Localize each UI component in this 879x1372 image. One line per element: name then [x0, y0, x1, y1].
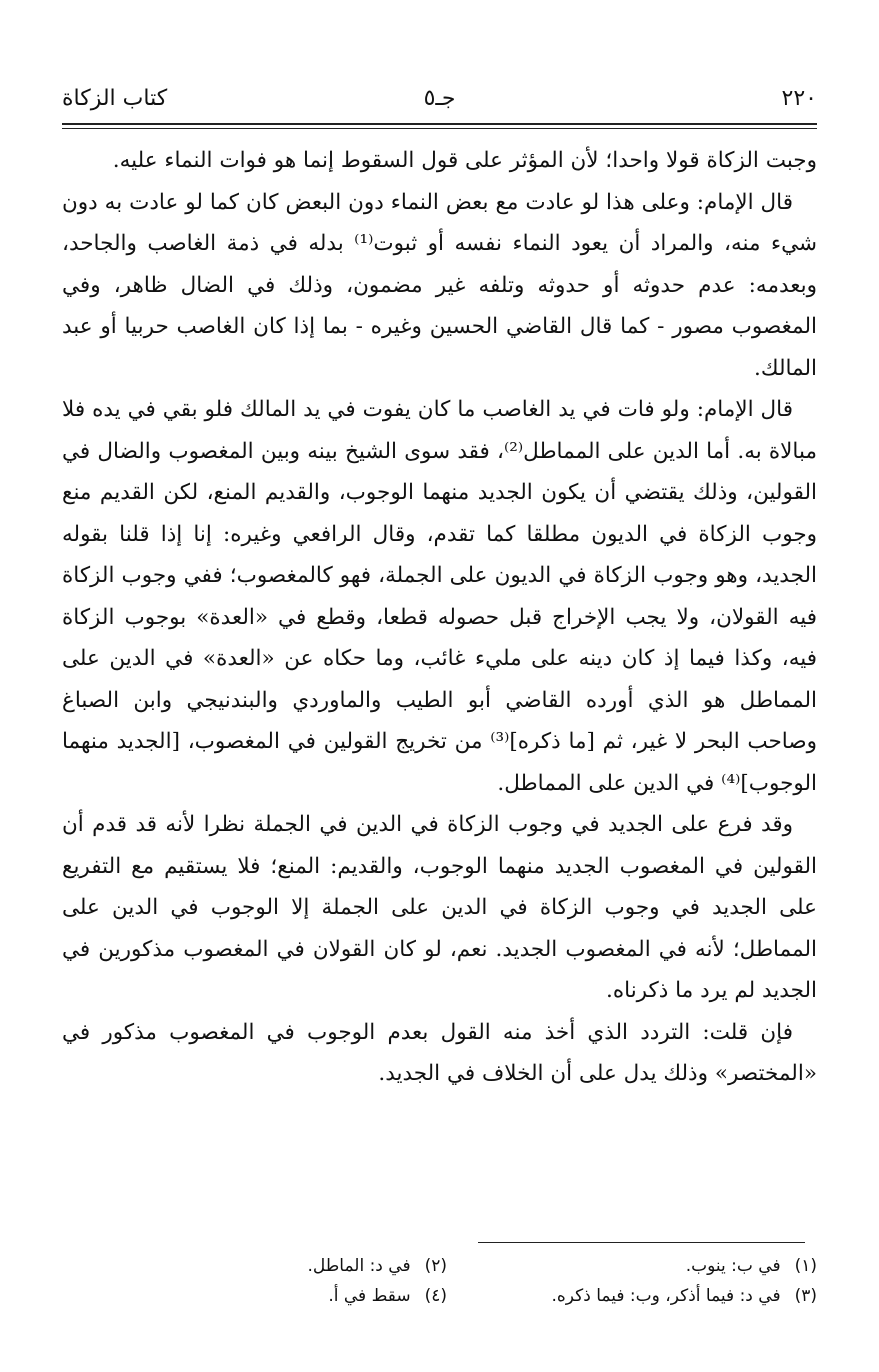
footnote-text: في د: فيما أذكر، وب: فيما ذكره.	[551, 1286, 781, 1306]
paragraph: قال الإمام: وعلى هذا لو عادت مع بعض النماء دون البعض كان كما لو عادت به دون شيء منه، والمراد أن يعود النماء نفسه أو ثبوت⁽¹⁾ بدله في ذمة الغاصب والجاحد، وبعدمه: عدم حدوثه أو حدوثه وتلفه غير مضمون، وذلك في الضال ظاهر، وفي المغصوب مصور - كما قال القاضي الحسين وغيره - بما إذا كان الغاصب حربيا أو عبد المالك.	[62, 189, 818, 381]
footnote-text: سقط في أ.	[328, 1286, 411, 1306]
book-title: كتاب الزكاة	[62, 86, 168, 111]
header-rule-thin	[62, 128, 817, 129]
footnote-number: (٢)	[424, 1256, 447, 1276]
paragraph: فإن قلت: التردد الذي أخذ منه القول بعدم الوجوب في المغصوب مذكور في «المختصر» وذلك يدل على أن الخلاف في الجديد.	[62, 1019, 817, 1086]
page-header	[62, 86, 817, 120]
footnote-rule	[478, 1242, 805, 1243]
page-number: ٢٢٠	[781, 86, 817, 111]
footnote	[551, 1282, 817, 1310]
paragraph: قال الإمام: ولو فات في يد الغاصب ما كان يفوت في يد المالك فلو بقي في يده فلا مبالاة به. أما الدين على المماطل⁽²⁾، فقد سوى الشيخ بينه وبين المغصوب والضال في القولين، وذلك يقتضي أن يكون الجديد منهما الوجوب، والقديم المنع، لكن القديم منع وجوب الزكاة في الديون مطلقا كما تقدم، وقال الرافعي وغيره: إنا إذا قلنا بقوله الجديد، وهو وجوب الزكاة في الديون على الجملة، فهو كالمغصوب؛ ففي وجوب الزكاة فيه القولان، ولا يجب الإخراج قبل حصوله قطعا، وقطع في «العدة» بوجوب الزكاة فيه، وكذا فيما إذ كان دينه على مليء غائب، وما حكاه عن «العدة» في الدين على المماطل هو الذي أورده القاضي أبو الطيب والماوردي والبندنيجي وابن الصباغ وصاحب البحر لا غير، ثم [ما ذكره]⁽³⁾ من تخريج القولين في المغصوب، [الجديد منهما الوجوب]⁽⁴⁾ في الدين على المماطل.	[62, 397, 817, 796]
footnote-number: (٤)	[424, 1286, 447, 1306]
paragraph: وجبت الزكاة قولا واحدا؛ لأن المؤثر على قول السقوط إنما هو فوات النماء عليه.	[112, 148, 817, 173]
footnote	[686, 1252, 817, 1280]
main-text	[62, 140, 817, 1095]
footnote-text: في ب: ينوب.	[685, 1256, 781, 1276]
footnote	[328, 1282, 447, 1310]
footnote-text: في د: الماطل.	[307, 1256, 411, 1276]
footnote-number: (١)	[794, 1256, 817, 1276]
footnote-number: (٣)	[794, 1286, 817, 1306]
footnote	[307, 1252, 447, 1280]
paragraph: وقد فرع على الجديد في وجوب الزكاة في الدين في الجملة نظرا لأنه قد قدم أن القولين في المغصوب الجديد منهما الوجوب، والقديم: المنع؛ فلا يستقيم مع التفريع على الجديد في وجوب الزكاة في الدين على الجملة إلا الوجوب في الدين على المماطل؛ لأنه في المغصوب الجديد. نعم، لو كان القولان في المغصوب مذكورين في الجديد لم يرد ما ذكرناه.	[62, 812, 817, 1003]
volume-label: جـ٥	[423, 86, 456, 111]
header-rule-thick	[62, 123, 817, 125]
